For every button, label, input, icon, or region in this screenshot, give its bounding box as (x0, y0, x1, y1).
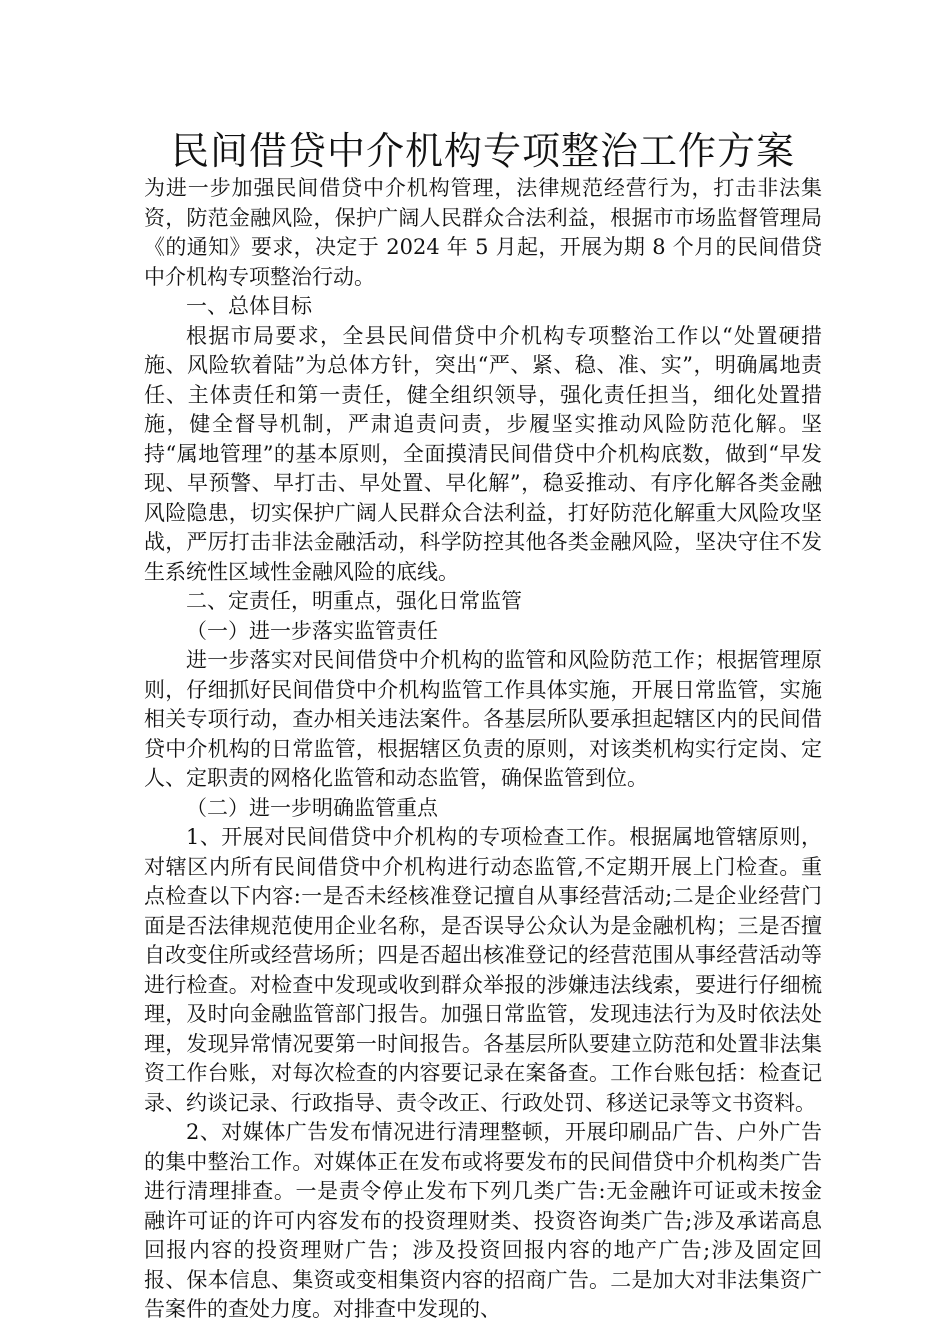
section-heading-1: 一、总体目标 (186, 294, 312, 318)
subsection-heading-2-1: （一）进一步落实监管责任 (186, 618, 438, 643)
section-heading-2: 二、定责任，明重点，强化日常监管 (186, 589, 522, 613)
paragraph-intro: 为进一步加强民间借贷中介机构管理，法律规范经营行为，打击非法集资，防范金融风险，保护广阔人民群众合法利益，根据市市场监督管理局《的通知》要求，决定于 2024 年 5 月起，开展为期 8 个月的民间借贷中介机构专项整治行动。 (144, 176, 822, 289)
paragraph-item-2: 2、对媒体广告发布情况进行清理整顿，开展印刷品广告、户外广告的集中整治工作。对媒体正在发布或将要发布的民间借贷中介机构类广告进行清理排查。一是责令停止发布下列几类广告:无金融许可证或未按金融许可证的许可内容发布的投资理财类、投资咨询类广告;涉及承诺高息回报内容的投资理财广告；涉及投资回报内容的地产广告;涉及固定回报、保本信息、集资或变相集资内容的招商广告。二是加大对非法集资广告案件的查处力度。对排查中发现的、 (144, 1120, 822, 1321)
document-page (144, 128, 822, 1325)
paragraph-overall-goal: 根据市局要求，全县民间借贷中介机构专项整治工作以“处置硬措施、风险软着陆”为总体方针，突出“严、紧、稳、准、实”，明确属地责任、主体责任和第一责任，健全组织领导，强化责任担当，细化处置措施，健全督导机制，严肃追责问责，步履坚实推动风险防范化解。坚持“属地管理”的基本原则，全面摸清民间借贷中介机构底数，做到“早发现、早预警、早打击、早处置、早化解”，稳妥推动、有序化解各类金融风险隐患，切实保护广阔人民群众合法利益，打好防范化解重大风险攻坚战，严厉打击非法金融活动，科学防控其他各类金融风险，坚决守住不发生系统性区域性金融风险的底线。 (144, 323, 822, 584)
document-title: 民间借贷中介机构专项整治工作方案 (170, 129, 795, 173)
subsection-heading-2-2: （二）进一步明确监管重点 (186, 795, 438, 820)
paragraph-item-1: 1、开展对民间借贷中介机构的专项检查工作。根据属地管辖原则，对辖区内所有民间借贷中介机构进行动态监管,不定期开展上门检查。重点检查以下内容:一是否未经核准登记擅自从事经营活动;二是企业经营门面是否法律规范使用企业名称，是否误导公众认为是金融机构；三是否擅自改变住所或经营场所；四是否超出核准登记的经营范围从事经营活动等进行检查。对检查中发现或收到群众举报的涉嫌违法线索，要进行仔细梳理，及时向金融监管部门报告。加强日常监管，发现违法行为及时依法处理，发现异常情况要第一时间报告。各基层所队要建立防范和处置非法集资工作台账，对每次检查的内容要记录在案备查。工作台账包括：检查记录、约谈记录、行政指导、责令改正、行政处罚、移送记录等文书资料。 (144, 825, 822, 1115)
paragraph-supervision-duty: 进一步落实对民间借贷中介机构的监管和风险防范工作；根据管理原则，仔细抓好民间借贷中介机构监管工作具体实施，开展日常监管，实施相关专项行动，查办相关违法案件。各基层所队要承担起辖区内的民间借贷中介机构的日常监管，根据辖区负责的原则，对该类机构实行定岗、定人、定职责的网格化监管和动态监管，确保监管到位。 (144, 648, 822, 790)
document-body (144, 174, 822, 1325)
